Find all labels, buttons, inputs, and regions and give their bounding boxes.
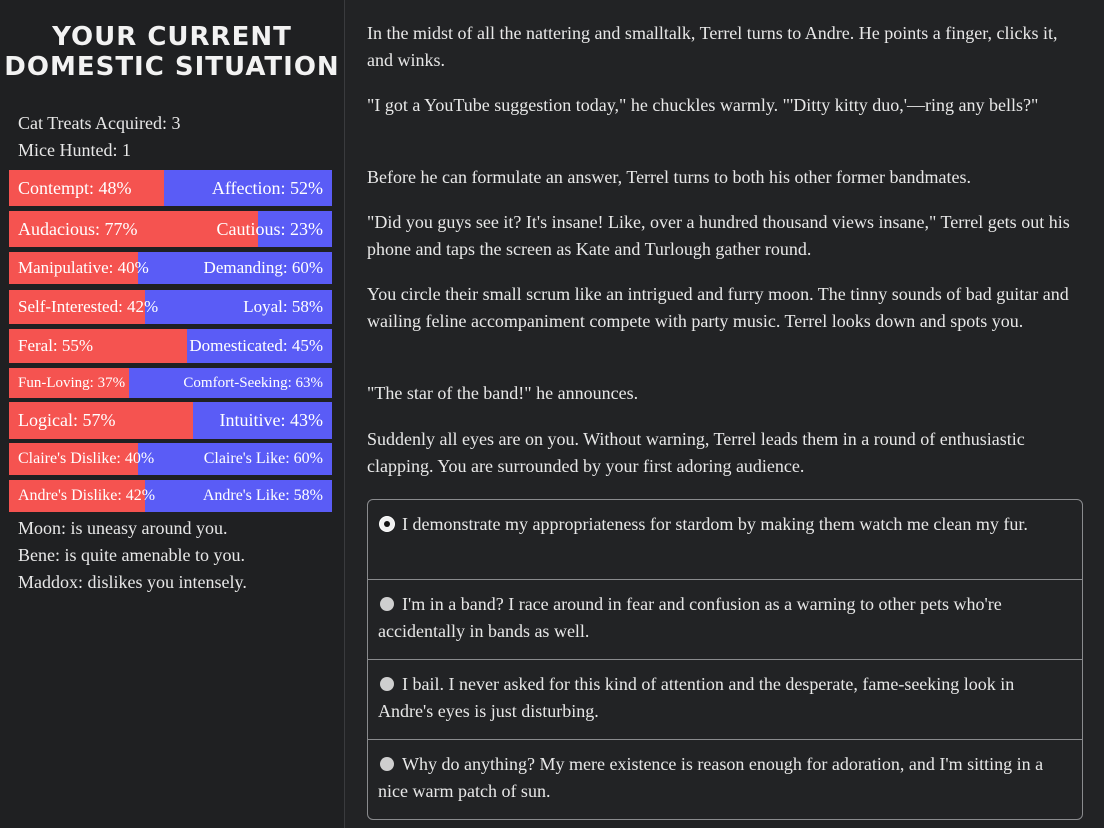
bar-left-label: Contempt: 48% [18,177,132,198]
bar-audacious-cautious [9,211,332,247]
story-paragraph: "I got a YouTube suggestion today," he chuckles warmly. "'Ditty kitty duo,'—ring any bells?" [367,95,1039,115]
radio-icon[interactable] [380,677,394,691]
bar-left-label: Claire's Dislike: 40% [18,450,155,467]
choice-list [367,499,1083,820]
bar-right-label: Loyal: 58% [243,297,323,316]
radio-selected-icon[interactable] [380,517,394,531]
bar-right-label: Intuitive: 43% [219,410,323,430]
choice-text: I demonstrate my appropriateness for stardom by making them watch me clean my fur. [402,514,1028,534]
bar-left-label: Manipulative: 40% [18,258,149,277]
bar-andre-dislike-like [9,480,332,512]
bar-right-label: Cautious: 23% [216,218,323,239]
radio-icon[interactable] [380,597,394,611]
story-paragraph: "Did you guys see it? It's insane! Like, over a hundred thousand views insane," Terrel gets out his phone and taps the screen as Kate and Turlough gather round. [367,212,1070,259]
relationship-bene: Bene: is quite amenable to you. [18,545,245,565]
choice-text: I'm in a band? I race around in fear and confusion as a warning to other pets who're accidentally in bands as well. [378,594,1002,641]
bar-right-label: Domesticated: 45% [189,336,323,355]
cat-treats-stat: Cat Treats Acquired: 3 [18,113,181,133]
bar-funloving-comfortseeking [9,368,332,398]
choice-option-3[interactable] [368,660,1082,740]
bar-right-label: Andre's Like: 58% [202,487,323,504]
bar-left-label: Logical: 57% [18,410,116,430]
bar-feral-domesticated [9,329,332,363]
bar-contempt-affection [9,170,332,206]
story-paragraph: Suddenly all eyes are on you. Without warning, Terrel leads them in a round of enthusiastic clapping. You are surrounded by your first adoring audience. [367,429,1025,476]
bar-selfinterested-loyal [9,290,332,324]
stats-sidebar [0,0,345,828]
story-paragraph: In the midst of all the nattering and smalltalk, Terrel turns to Andre. He points a finger, clicks it, and winks. [367,23,1058,70]
choice-option-2[interactable] [368,580,1082,660]
story-paragraph: Before he can formulate an answer, Terrel turns to both his other former bandmates. [367,167,971,187]
bar-left-label: Audacious: 77% [18,218,138,239]
choice-text: Why do anything? My mere existence is reason enough for adoration, and I'm sitting in a nice warm patch of sun. [378,754,1044,801]
choice-option-1[interactable] [368,500,1082,580]
bar-claire-dislike-like [9,443,332,475]
bar-left-label: Self-Interested: 42% [18,297,159,316]
bar-right-label: Comfort-Seeking: 63% [183,374,323,391]
bar-right-label: Claire's Like: 60% [203,450,323,467]
choice-text: I bail. I never asked for this kind of attention and the desperate, fame-seeking look in Andre's eyes is just disturbing. [378,674,1015,721]
relationship-maddox: Maddox: dislikes you intensely. [18,572,247,592]
story-paragraph: You circle their small scrum like an intrigued and furry moon. The tinny sounds of bad guitar and wailing feline accompaniment compete with party music. Terrel looks down and spots you. [367,284,1069,331]
bar-logical-intuitive [9,402,332,439]
sidebar-title: YOUR CURRENT DOMESTIC SITUATION [4,22,340,82]
relationship-moon: Moon: is uneasy around you. [18,518,228,538]
radio-icon[interactable] [380,757,394,771]
mice-hunted-stat: Mice Hunted: 1 [18,140,131,160]
choice-option-4[interactable] [368,740,1082,819]
bar-left-label: Andre's Dislike: 42% [18,487,156,504]
bar-manipulative-demanding [9,252,332,284]
bar-left-label: Fun-Loving: 37% [18,374,126,391]
bar-right-label: Demanding: 60% [203,258,323,277]
story-paragraph: "The star of the band!" he announces. [367,383,639,403]
bar-right-label: Affection: 52% [211,177,323,198]
bar-left-label: Feral: 55% [18,336,94,355]
